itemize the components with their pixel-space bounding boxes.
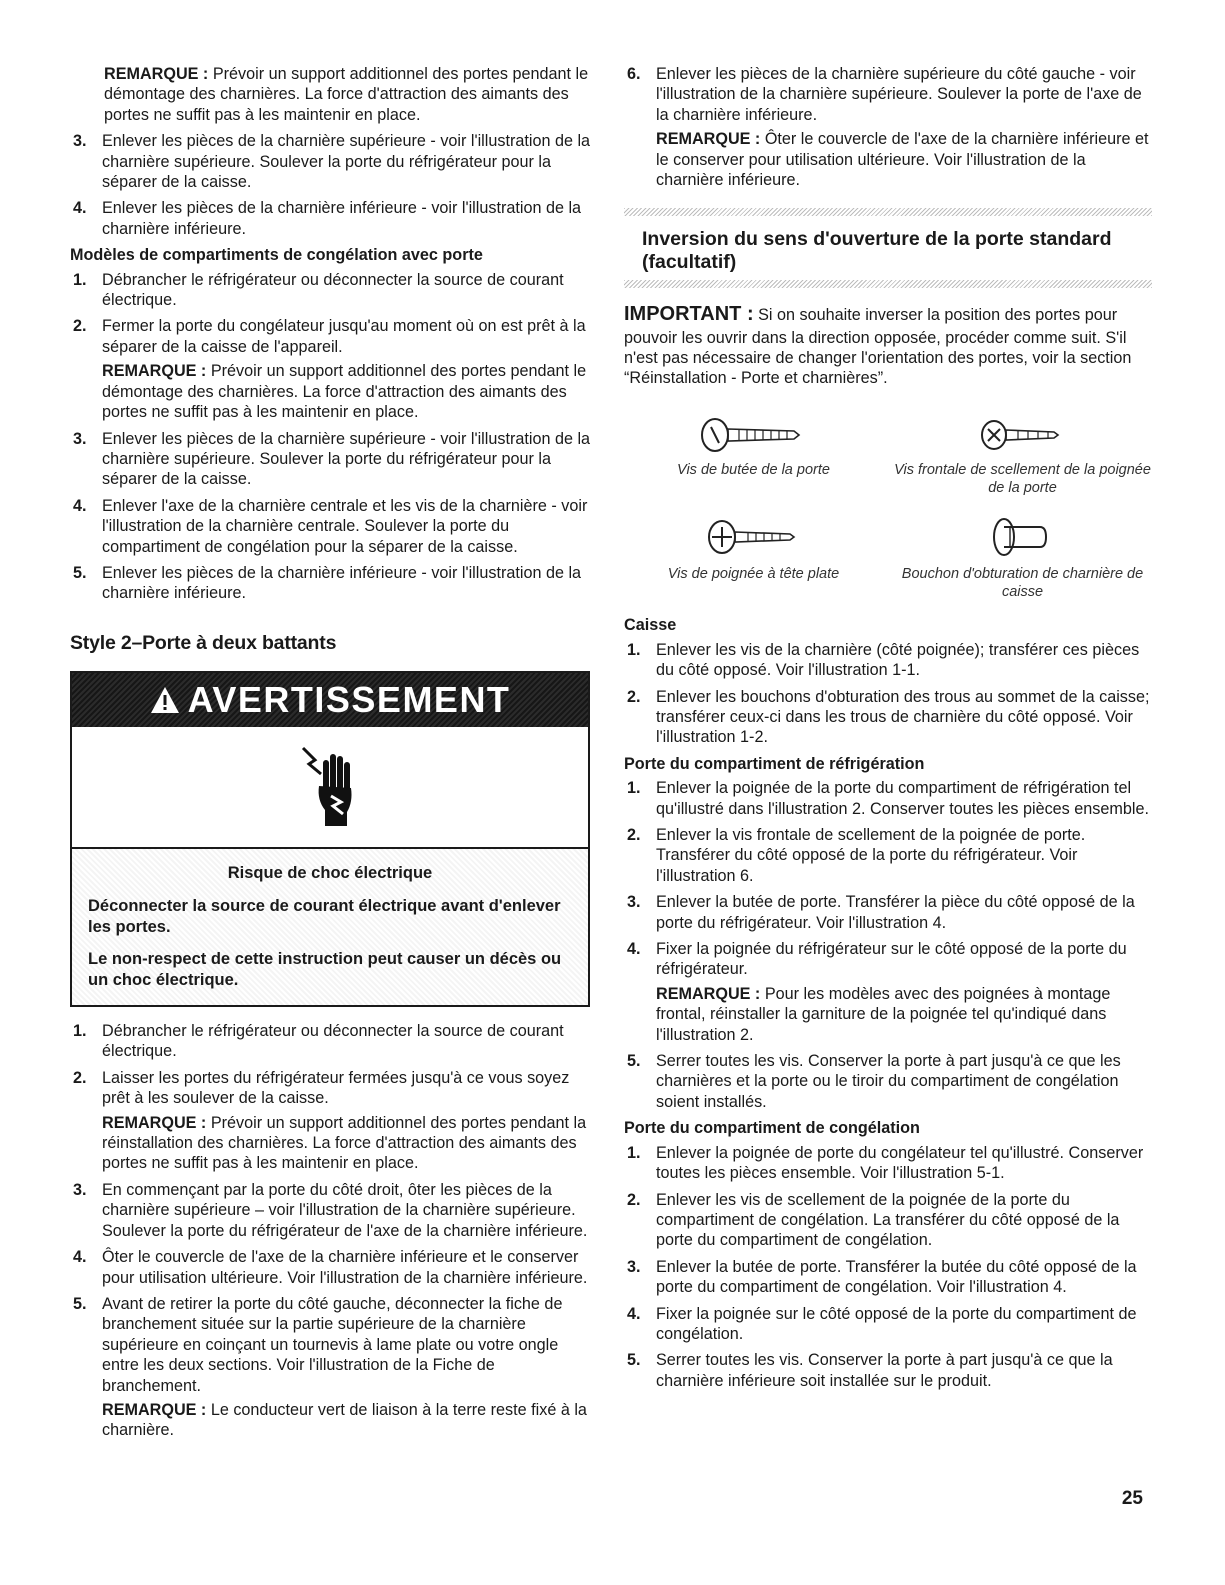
subheading-fridge-door: Porte du compartiment de réfrigération bbox=[624, 754, 925, 773]
step-note: REMARQUE : Prévoir un support additionnel des portes pendant la réinstallation des charnières. La force d'attraction des aimants des portes ne suffit pas à les maintenir en place. bbox=[102, 1113, 587, 1173]
intro-note: REMARQUE : Prévoir un support additionnel des portes pendant le démontage des charnières. La force d'attraction des aimants des portes ne suffit pas à les maintenir en place. bbox=[104, 65, 589, 124]
list-item: 1. Enlever les vis de la charnière (côté poignée); transférer ces pièces du côté opposé. Voir l'illustration 1-1. bbox=[627, 640, 1140, 680]
list-item: 1. Enlever la poignée de la porte du compartiment de réfrigération tel qu'illustré dans l'illustration 2. Conserver toutes les pièces ensemble. bbox=[627, 779, 1149, 818]
section-band-heading bbox=[624, 208, 1152, 288]
list-item: 2. Laisser les portes du réfrigérateur fermées jusqu'à ce vous soyez prêt à les soulever de la caisse. REMARQUE : Prévoir un support additionnel des portes pendant la réinstallation des charnières. La force d'attraction des aimants des portes ne suffit pas à les maintenir en place. bbox=[70, 1068, 595, 1174]
warning-triangle-icon bbox=[150, 686, 180, 714]
page-number: 25 bbox=[1121, 1488, 1143, 1509]
subheading-freezer-door: Porte du compartiment de congélation bbox=[624, 1119, 920, 1138]
part-item bbox=[893, 407, 1152, 497]
warning-title: Risque de choc électrique bbox=[227, 864, 433, 883]
list-item: 5. Enlever les pièces de la charnière inférieure - voir l'illustration de la charnière inférieure. bbox=[73, 563, 582, 603]
section-heading-style2: Style 2–Porte à deux battants bbox=[70, 631, 337, 654]
electric-shock-hand-icon bbox=[295, 742, 365, 832]
steps-list-c bbox=[70, 1021, 595, 1441]
important-note: IMPORTANT : Si on souhaite inverser la position des portes pour pouvoir les ouvrir dans la direction opposée, procéder comme suit. S'il n'est pas nécessaire de changer l'orientation des portes, voir la section “Réinstallation - Porte et charnières”. bbox=[624, 303, 1132, 388]
list-item: 4. Fixer la poignée du réfrigérateur sur le côté opposé de la porte du réfrigérateur. REMARQUE : Pour les modèles avec des poignées à montage frontal, réinstaller la garniture de la poignée tel qu'indiqué dans l'illustration 2. bbox=[624, 939, 1152, 1045]
subheading-caisse: Caisse bbox=[624, 616, 677, 635]
steps-list-caisse bbox=[624, 640, 1152, 748]
list-item: 1. Débrancher le réfrigérateur ou déconnecter la source de courant électrique. bbox=[73, 1022, 564, 1061]
warning-consequence: Le non-respect de cette instruction peut causer un décès ou un choc électrique. bbox=[88, 950, 562, 990]
steps-list-b bbox=[70, 270, 595, 604]
steps-list-a bbox=[70, 131, 595, 239]
list-item: 1. Débrancher le réfrigérateur ou déconnecter la source de courant électrique. bbox=[73, 270, 564, 310]
door-stop-screw-icon bbox=[699, 415, 809, 455]
warning-icon-area bbox=[72, 727, 588, 849]
parts-legend bbox=[624, 407, 1152, 602]
list-item: 6. Enlever les pièces de la charnière supérieure du côté gauche - voir l'illustration de la charnière supérieure. Soulever la porte de l'axe de la charnière inférieure. REMARQUE : Ôter le couvercle de l'axe de la charnière inférieure et le conserver pour utilisation ultérieure. Voir l'illustration de la charnière inférieure. bbox=[624, 64, 1152, 190]
list-item: 3. Enlever les pièces de la charnière supérieure - voir l'illustration de la charnière supérieure. Soulever la porte du réfrigérateur pour la séparer de la caisse. bbox=[73, 429, 591, 489]
warning-banner: AVERTISSEMENT bbox=[72, 673, 588, 727]
steps-list-continued bbox=[624, 64, 1152, 190]
warning-instruction: Déconnecter la source de courant électrique avant d'enlever les portes. bbox=[88, 896, 561, 936]
list-item: 4. Enlever l'axe de la charnière centrale et les vis de la charnière - voir l'illustration de la charnière centrale. Soulever la porte du compartiment de congélation pour la séparer de la caisse. bbox=[73, 496, 588, 556]
band-top-rule bbox=[624, 208, 1152, 216]
warning-box bbox=[70, 671, 590, 1007]
list-item: 2. Enlever la vis frontale de scellement de la poignée de porte. Transférer du côté opposé de la porte du réfrigérateur. Voir l'illustration 6. bbox=[627, 826, 1086, 885]
list-item: 4. Fixer la poignée sur le côté opposé de la porte du compartiment de congélation. bbox=[627, 1304, 1137, 1343]
list-item: 3. Enlever les pièces de la charnière supérieure - voir l'illustration de la charnière supérieure. Soulever la porte du réfrigérateur pour la séparer de la caisse. bbox=[73, 132, 591, 192]
part-caption: Bouchon d'obturation de charnière de caisse bbox=[901, 566, 1144, 601]
warning-text bbox=[72, 849, 588, 1005]
steps-list-freezer bbox=[624, 1143, 1152, 1391]
list-item: 4. Ôter le couvercle de l'axe de la charnière inférieure et le conserver pour utilisation ultérieure. Voir l'illustration de la charnière inférieure. bbox=[73, 1248, 588, 1287]
list-item: 3. En commençant par la porte du côté droit, ôter les pièces de la charnière supérieure – voir l'illustration de la charnière supérieure. Soulever la porte du réfrigérateur de l'axe de la charnière inférieure. bbox=[73, 1180, 588, 1240]
list-item: 5. Serrer toutes les vis. Conserver la porte à part jusqu'à ce que les charnières et la porte ou le tiroir du compartiment de congélation soient installés. bbox=[627, 1052, 1121, 1111]
band-bottom-rule bbox=[624, 280, 1152, 288]
part-caption: Vis de butée de la porte bbox=[677, 461, 830, 478]
list-item: 3. Enlever la butée de porte. Transférer la pièce du côté opposé de la porte du réfrigérateur. Voir l'illustration 4. bbox=[627, 893, 1135, 932]
step-note: REMARQUE : Le conducteur vert de liaison à la terre reste fixé à la charnière. bbox=[102, 1400, 587, 1440]
part-item bbox=[624, 407, 883, 497]
steps-list-fridge bbox=[624, 778, 1152, 1112]
part-item bbox=[624, 511, 883, 601]
left-column bbox=[70, 64, 595, 1447]
handle-seal-screw-icon bbox=[978, 415, 1068, 455]
part-caption: Vis frontale de scellement de la poignée de la porte bbox=[894, 461, 1151, 496]
list-item: 2. Enlever les vis de scellement de la poignée de la porte du compartiment de congélation. La transférer du côté opposé de la porte du compartiment de congélation. bbox=[627, 1190, 1120, 1250]
list-item: 5. Serrer toutes les vis. Conserver la porte à part jusqu'à ce que la charnière inférieure soit installée sur le produit. bbox=[627, 1351, 1113, 1390]
list-item: 4. Enlever les pièces de la charnière inférieure - voir l'illustration de la charnière inférieure. bbox=[73, 199, 582, 238]
list-item: 3. Enlever la butée de porte. Transférer la butée du côté opposé de la porte du compartiment de congélation. Voir l'illustration 4. bbox=[627, 1257, 1137, 1297]
right-column bbox=[624, 64, 1152, 1397]
step-note: REMARQUE : Ôter le couvercle de l'axe de la charnière inférieure et le conserver pour utilisation ultérieure. Voir l'illustration de la charnière inférieure. bbox=[656, 130, 1149, 190]
step-note: REMARQUE : Prévoir un support additionnel des portes pendant le démontage des charnières. La force d'attraction des aimants des portes ne suffit pas à les maintenir en place. bbox=[102, 362, 587, 422]
hinge-hole-plug-icon bbox=[988, 515, 1058, 559]
part-item bbox=[893, 511, 1152, 601]
list-item: 1. Enlever la poignée de porte du congélateur tel qu'illustré. Conserver toutes les pièces ensemble. Voir l'illustration 5-1. bbox=[627, 1143, 1144, 1183]
section-heading-reversal: Inversion du sens d'ouverture de la porte standard (facultatif) bbox=[642, 228, 1112, 274]
part-caption: Vis de poignée à tête plate bbox=[667, 566, 840, 583]
list-item: 2. Fermer la porte du congélateur jusqu'au moment où on est prêt à la séparer de la caisse de l'appareil. REMARQUE : Prévoir un support additionnel des portes pendant le démontage des charnières. La force d'attraction des aimants des portes ne suffit pas à les maintenir en place. bbox=[70, 316, 595, 422]
list-item: 2. Enlever les bouchons d'obturation des trous au sommet de la caisse; transférer ceux-ci dans les trous de charnière du côté opposé. Voir l'illustration 1-2. bbox=[627, 687, 1150, 747]
list-item: 5. Avant de retirer la porte du côté gauche, déconnecter la fiche de branchement située sur la partie supérieure de la charnière supérieure en coinçant un tournevis à lame plate ou votre ongle entre les deux sections. Voir l'illustration de la Fiche de branchement. REMARQUE : Le conducteur vert de liaison à la terre reste fixé à la charnière. bbox=[70, 1294, 595, 1441]
subheading-freezer-models: Modèles de compartiments de congélation avec porte bbox=[70, 246, 483, 265]
step-note: REMARQUE : Pour les modèles avec des poignées à montage frontal, réinstaller la garniture de la poignée tel qu'indiqué dans l'illustration 2. bbox=[656, 984, 1111, 1044]
flat-head-handle-screw-icon bbox=[704, 515, 804, 559]
